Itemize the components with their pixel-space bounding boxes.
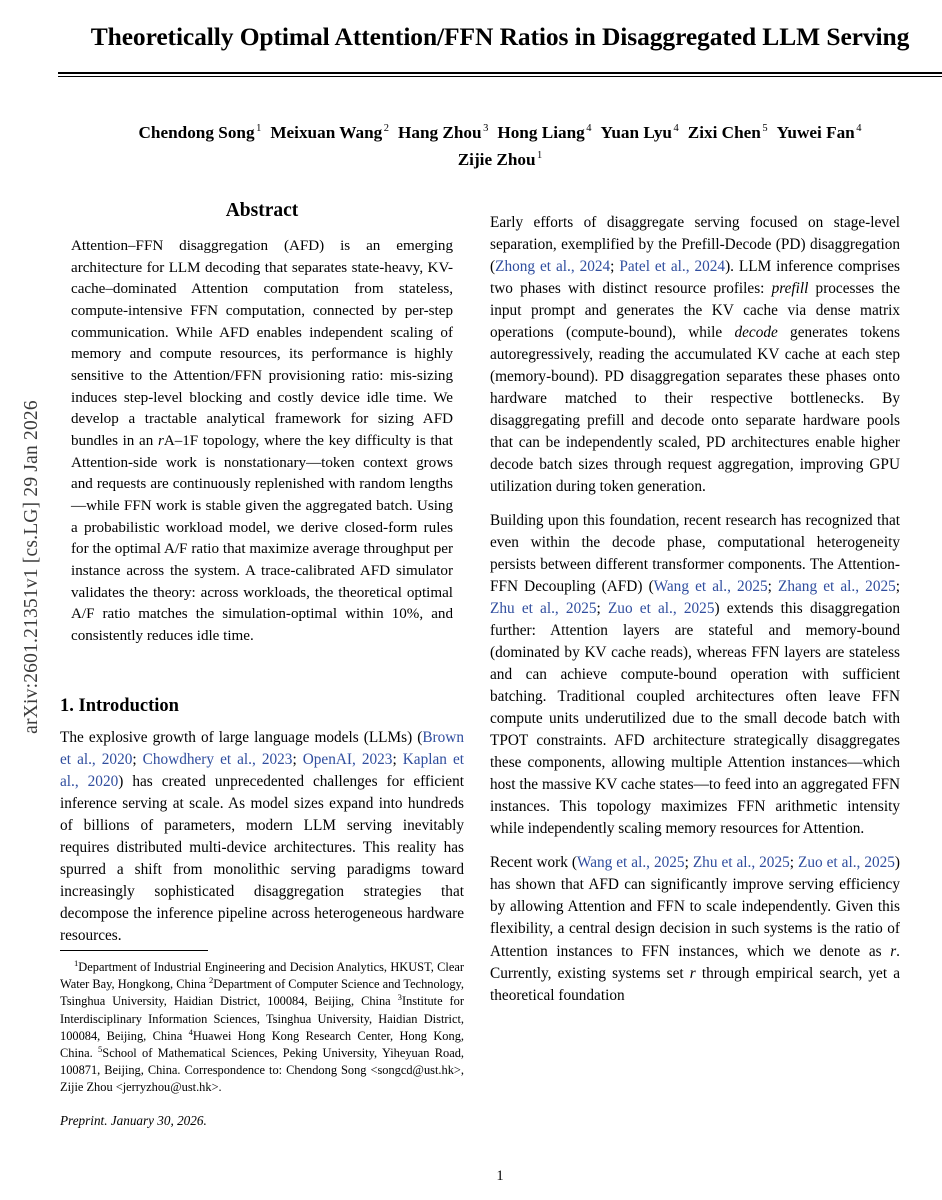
author-affiliation-marker: 1: [537, 149, 543, 161]
text-run: The explosive growth of large language models (LLMs) (: [60, 728, 423, 746]
author-entry: [139, 123, 262, 142]
intro-paragraph-1: [60, 727, 464, 947]
author-affiliation-marker: 2: [383, 123, 389, 135]
citation-link[interactable]: OpenAI, 2023: [302, 750, 393, 768]
affiliation-marker: 4: [188, 1026, 193, 1037]
text-run: ;: [132, 750, 143, 768]
author-name: Hong Liang: [497, 123, 585, 142]
author-affiliation-marker: 4: [673, 123, 679, 135]
affiliation-marker: 2: [208, 975, 214, 986]
text-run: Recent work (: [490, 854, 577, 872]
text-run: . Currently, existing systems set: [490, 942, 900, 982]
column-left: [60, 200, 464, 947]
author-name: Chendong Song: [138, 123, 255, 142]
abstract-body: [60, 236, 464, 647]
emphasis-prefill: prefill: [771, 280, 809, 298]
author-entry: [688, 123, 768, 142]
citation-link[interactable]: Brown et al., 2020: [60, 728, 464, 768]
text-run: ;: [596, 600, 608, 618]
abstract-text-part-2: A–1F topology, where the key difficulty is that Attention-side work is nonstationary—token context grows and requests are continuously replenished with random lengths—while FFN work is stable given the aggregated batch. Using a probabilistic workload model, we derive closed-form rules for the optimal A/F ratio that maximize average throughput per instance across the system. A trace-calibrated AFD simulator validates the theory: across workloads, the theoretical optimal A/F ratio matches the simulation-optimal within 10%, and consistently reduces idle time.: [71, 432, 453, 644]
section-heading-introduction: 1. Introduction: [60, 696, 179, 717]
author-name: Yuwei Fan: [776, 123, 855, 142]
affiliations-footnote: [60, 959, 464, 1096]
affiliation-marker: 1: [74, 957, 79, 968]
text-run: ;: [895, 578, 901, 596]
citation-link[interactable]: Wang et al., 2025: [576, 854, 685, 872]
text-run: ). LLM inference comprises two phases with distinct resource profiles:: [490, 258, 900, 298]
text-run: ;: [767, 578, 779, 596]
arxiv-stamp: [0, 0, 48, 1200]
text-run: Huawei Hong Kong Research Center, Hong Kong, China.: [60, 1028, 464, 1060]
math-r: r: [890, 942, 897, 960]
citation-link[interactable]: Kaplan et al., 2020: [60, 750, 464, 790]
text-run: ;: [610, 258, 620, 276]
abstract-heading: Abstract: [225, 200, 299, 221]
text-run: processes the input prompt and generates the KV cache via dense matrix operations (compute-bound), while: [490, 280, 900, 342]
text-run: ;: [292, 750, 303, 768]
author-name: Zijie Zhou: [457, 149, 536, 169]
affiliation-marker: 3: [397, 992, 402, 1003]
text-run: School of Mathematical Sciences, Peking University, Yiheyuan Road, 100871, Beijing, China. Correspondence to: Chendong Song <songcd@ust.hk>, Zijie Zhou <jerryzhou@ust.hk>.: [60, 1045, 464, 1095]
footnote-block: [60, 950, 464, 1129]
author-entry: [600, 123, 678, 142]
citation-link[interactable]: Zhu et al., 2025: [490, 600, 597, 618]
author-line-1: [58, 120, 942, 147]
citation-link[interactable]: Zhu et al., 2025: [692, 854, 790, 872]
author-affiliation-marker: 5: [762, 123, 768, 135]
intro-paragraph-4: [490, 852, 900, 1006]
author-affiliation-marker: 3: [483, 123, 489, 135]
emphasis-decode: decode: [734, 324, 778, 342]
title-divider: [58, 72, 942, 77]
arxiv-stamp-text: arXiv:2601.21351v1 [cs.LG] 29 Jan 2026: [21, 400, 42, 734]
text-run: Department of Computer Science and Technology, Tsinghua University, Haidian District, 100084, Beijing, China: [60, 977, 464, 1009]
intro-paragraph-3: [490, 510, 900, 840]
author-list: [58, 120, 942, 173]
text-run: Department of Industrial Engineering and Decision Analytics, HKUST, Clear Water Bay, Hongkong, China: [60, 960, 464, 992]
math-r: r: [689, 964, 696, 982]
author-name: Yuan Lyu: [600, 123, 672, 142]
author-affiliation-marker: 4: [856, 123, 862, 135]
intro-paragraph-2: [490, 212, 900, 498]
citation-link[interactable]: Chowdhery et al., 2023: [142, 750, 293, 768]
text-run: Early efforts of disaggregate serving focused on stage-level separation, exemplified by the Prefill-Decode (PD) disaggregation (: [490, 214, 900, 276]
abstract-math-r: r: [157, 432, 164, 449]
page-title: Theoretically Optimal Attention/FFN Ratios in Disaggregated LLM Serving: [90, 22, 910, 51]
citation-link[interactable]: Zuo et al., 2025: [798, 854, 895, 872]
text-run: Institute for Interdisciplinary Information Sciences, Tsinghua University, Haidian District, 100084, Beijing, China: [60, 994, 465, 1043]
title-block: [58, 22, 942, 77]
text-run: ) has created unprecedented challenges for efficient inference serving at scale. As model sizes expand into hundreds of billions of parameters, modern LLM serving inevitably requires distributed multi-device architectures. This reality has spurred a shift from monolithic serving paradigms toward increasingly sophisticated disaggregation strategies that decompose the inference pipeline across heterogeneous hardware resources.: [60, 772, 464, 944]
paper-page: [58, 0, 942, 1200]
citation-link[interactable]: Wang et al., 2025: [653, 578, 768, 596]
author-entry: [777, 123, 862, 142]
citation-link[interactable]: Patel et al., 2024: [619, 258, 726, 276]
citation-link[interactable]: Zhong et al., 2024: [495, 258, 611, 276]
author-entry: [270, 123, 389, 142]
citation-link[interactable]: Zhang et al., 2025: [778, 578, 896, 596]
text-run: ) extends this disaggregation further: Attention layers are stateful and memory-bound (dominated by KV cache reads), whereas FFN layers are stateless and can achieve compute-bound operation with sufficient batching. Traditional coupled architectures often leave FFN compute units underutilized due to the small decode batch with TPOT constraints. AFD architecture strategically disaggregates these components, allowing multiple Attention instances—which host the massive KV cache states—to feed into an aggregated FFN instances. This topology maximizes FFN arithmetic intensity while independently scaling memory resources for Attention.: [490, 600, 900, 838]
text-run: generates tokens autoregressively, reading the accumulated KV cache at each step (memory-bound). PD disaggregation separates these phases onto hardware matched to their respective bottlenecks. By disaggregating prefill and decode onto separate hardware pools that can be independently scaled, PD architectures enable higher decode batch sizes through request aggregation, improving GPU utilization during token generation.: [490, 324, 901, 496]
text-run: ) has shown that AFD can significantly improve serving efficiency by allowing Attention and FFN to scale independently. Given this flexibility, a central design decision in such systems is the ratio of Attention instances to FFN instances, which we denote as: [490, 854, 901, 960]
text-run: ;: [684, 854, 693, 872]
author-line-2: [58, 147, 942, 174]
author-name: Zixi Chen: [687, 123, 761, 142]
author-name: Meixuan Wang: [270, 123, 383, 142]
abstract-text-part-1: Attention–FFN disaggregation (AFD) is an emerging architecture for LLM decoding that separates state-heavy, KV-cache–dominated Attention computation from stateless, compute-intensive FFN computation, connected by per-step communication. While AFD enables independent scaling of memory and compute resources, its performance is highly sensitive to the Attention/FFN provisioning ratio: mis-sizing induces step-level blocking and costly device idle time. We develop a tractable analytical framework for sizing AFD bundles in an: [71, 238, 453, 449]
preprint-notice: Preprint. January 30, 2026.: [60, 1113, 207, 1129]
text-run: Building upon this foundation, recent research has recognized that even within the decode phase, computational heterogeneity persists between different transformer components. The Attention-FFN Decoupling (AFD) (: [490, 512, 900, 596]
author-affiliation-marker: 4: [586, 123, 592, 135]
citation-link[interactable]: Zuo et al., 2025: [607, 600, 715, 618]
author-entry: [458, 150, 543, 169]
author-name: Hang Zhou: [397, 123, 482, 142]
author-entry: [497, 123, 591, 142]
column-right: [490, 200, 900, 1007]
text-run: through empirical search, yet a theoretical foundation: [490, 964, 900, 1004]
text-run: ;: [789, 854, 798, 872]
text-run: ;: [392, 750, 403, 768]
footnote-divider: [60, 950, 208, 951]
author-affiliation-marker: 1: [256, 123, 262, 135]
affiliation-marker: 5: [98, 1043, 103, 1054]
spacer: [60, 647, 464, 695]
author-entry: [398, 123, 488, 142]
page-number: 1: [496, 1168, 504, 1184]
